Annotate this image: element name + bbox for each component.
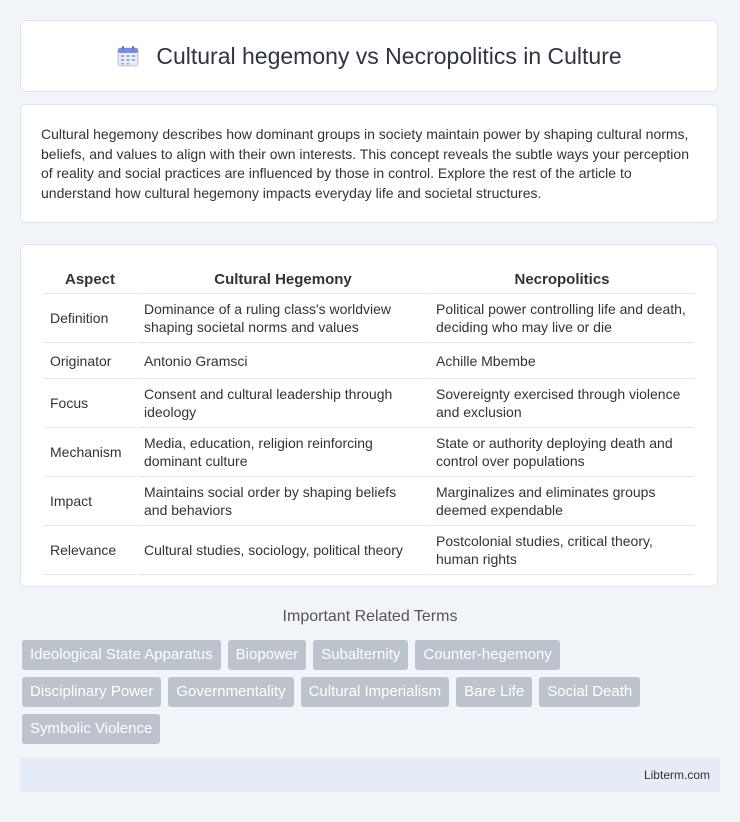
cell-necropolitics: Sovereignty exercised through violence and exclusion <box>430 379 694 428</box>
footer-link[interactable]: Libterm.com <box>643 768 710 782</box>
table-header-row <box>44 265 694 294</box>
intro-text: Cultural hegemony describes how dominant groups in society maintain power by shaping cultural norms, beliefs, and values to align with their own interests. This concept reveals the subtle ways your perception of reality and social practices are influenced by those in control. Explore the rest of the article to understand how cultural hegemony impacts everyday life and societal structures. <box>41 126 689 201</box>
table-row <box>44 379 694 428</box>
related-term-tag[interactable]: Counter-hegemony <box>415 640 559 670</box>
related-terms-list <box>22 640 702 744</box>
calendar-icon <box>116 44 140 68</box>
cell-necropolitics: Marginalizes and eliminates groups deemed expendable <box>430 477 694 526</box>
cell-cultural-hegemony: Cultural studies, sociology, political theory <box>138 526 428 575</box>
table-row <box>44 477 694 526</box>
cell-cultural-hegemony: Antonio Gramsci <box>138 343 428 379</box>
related-term-tag[interactable]: Social Death <box>539 677 640 707</box>
table-row <box>44 343 694 379</box>
header-card <box>20 20 718 92</box>
page-title: Cultural hegemony vs Necropolitics in Culture <box>156 42 622 69</box>
header-aspect: Aspect <box>44 265 136 294</box>
related-term-tag[interactable]: Biopower <box>228 640 307 670</box>
cell-aspect: Relevance <box>44 526 136 575</box>
related-terms-title: Important Related Terms <box>282 608 458 625</box>
table-row <box>44 526 694 575</box>
footer <box>20 758 720 792</box>
cell-cultural-hegemony: Dominance of a ruling class's worldview shaping societal norms and values <box>138 294 428 343</box>
cell-cultural-hegemony: Media, education, religion reinforcing dominant culture <box>138 428 428 477</box>
cell-aspect: Focus <box>44 379 136 428</box>
cell-cultural-hegemony: Consent and cultural leadership through ideology <box>138 379 428 428</box>
related-term-tag[interactable]: Cultural Imperialism <box>301 677 450 707</box>
related-term-tag[interactable]: Ideological State Apparatus <box>22 640 221 670</box>
header-necropolitics: Necropolitics <box>430 265 694 294</box>
cell-aspect: Originator <box>44 343 136 379</box>
comparison-card <box>20 244 718 587</box>
cell-necropolitics: Political power controlling life and death, deciding who may live or die <box>430 294 694 343</box>
related-term-tag[interactable]: Symbolic Violence <box>22 714 160 744</box>
cell-aspect: Definition <box>44 294 136 343</box>
intro-card <box>20 104 718 223</box>
cell-aspect: Impact <box>44 477 136 526</box>
cell-necropolitics: State or authority deploying death and control over populations <box>430 428 694 477</box>
cell-necropolitics: Achille Mbembe <box>430 343 694 379</box>
comparison-table <box>42 265 696 575</box>
cell-necropolitics: Postcolonial studies, critical theory, human rights <box>430 526 694 575</box>
related-term-tag[interactable]: Governmentality <box>168 677 293 707</box>
cell-cultural-hegemony: Maintains social order by shaping beliefs and behaviors <box>138 477 428 526</box>
header-cultural-hegemony: Cultural Hegemony <box>138 265 428 294</box>
related-term-tag[interactable]: Subalternity <box>313 640 408 670</box>
table-row <box>44 428 694 477</box>
related-term-tag[interactable]: Bare Life <box>456 677 532 707</box>
table-row <box>44 294 694 343</box>
related-term-tag[interactable]: Disciplinary Power <box>22 677 161 707</box>
cell-aspect: Mechanism <box>44 428 136 477</box>
